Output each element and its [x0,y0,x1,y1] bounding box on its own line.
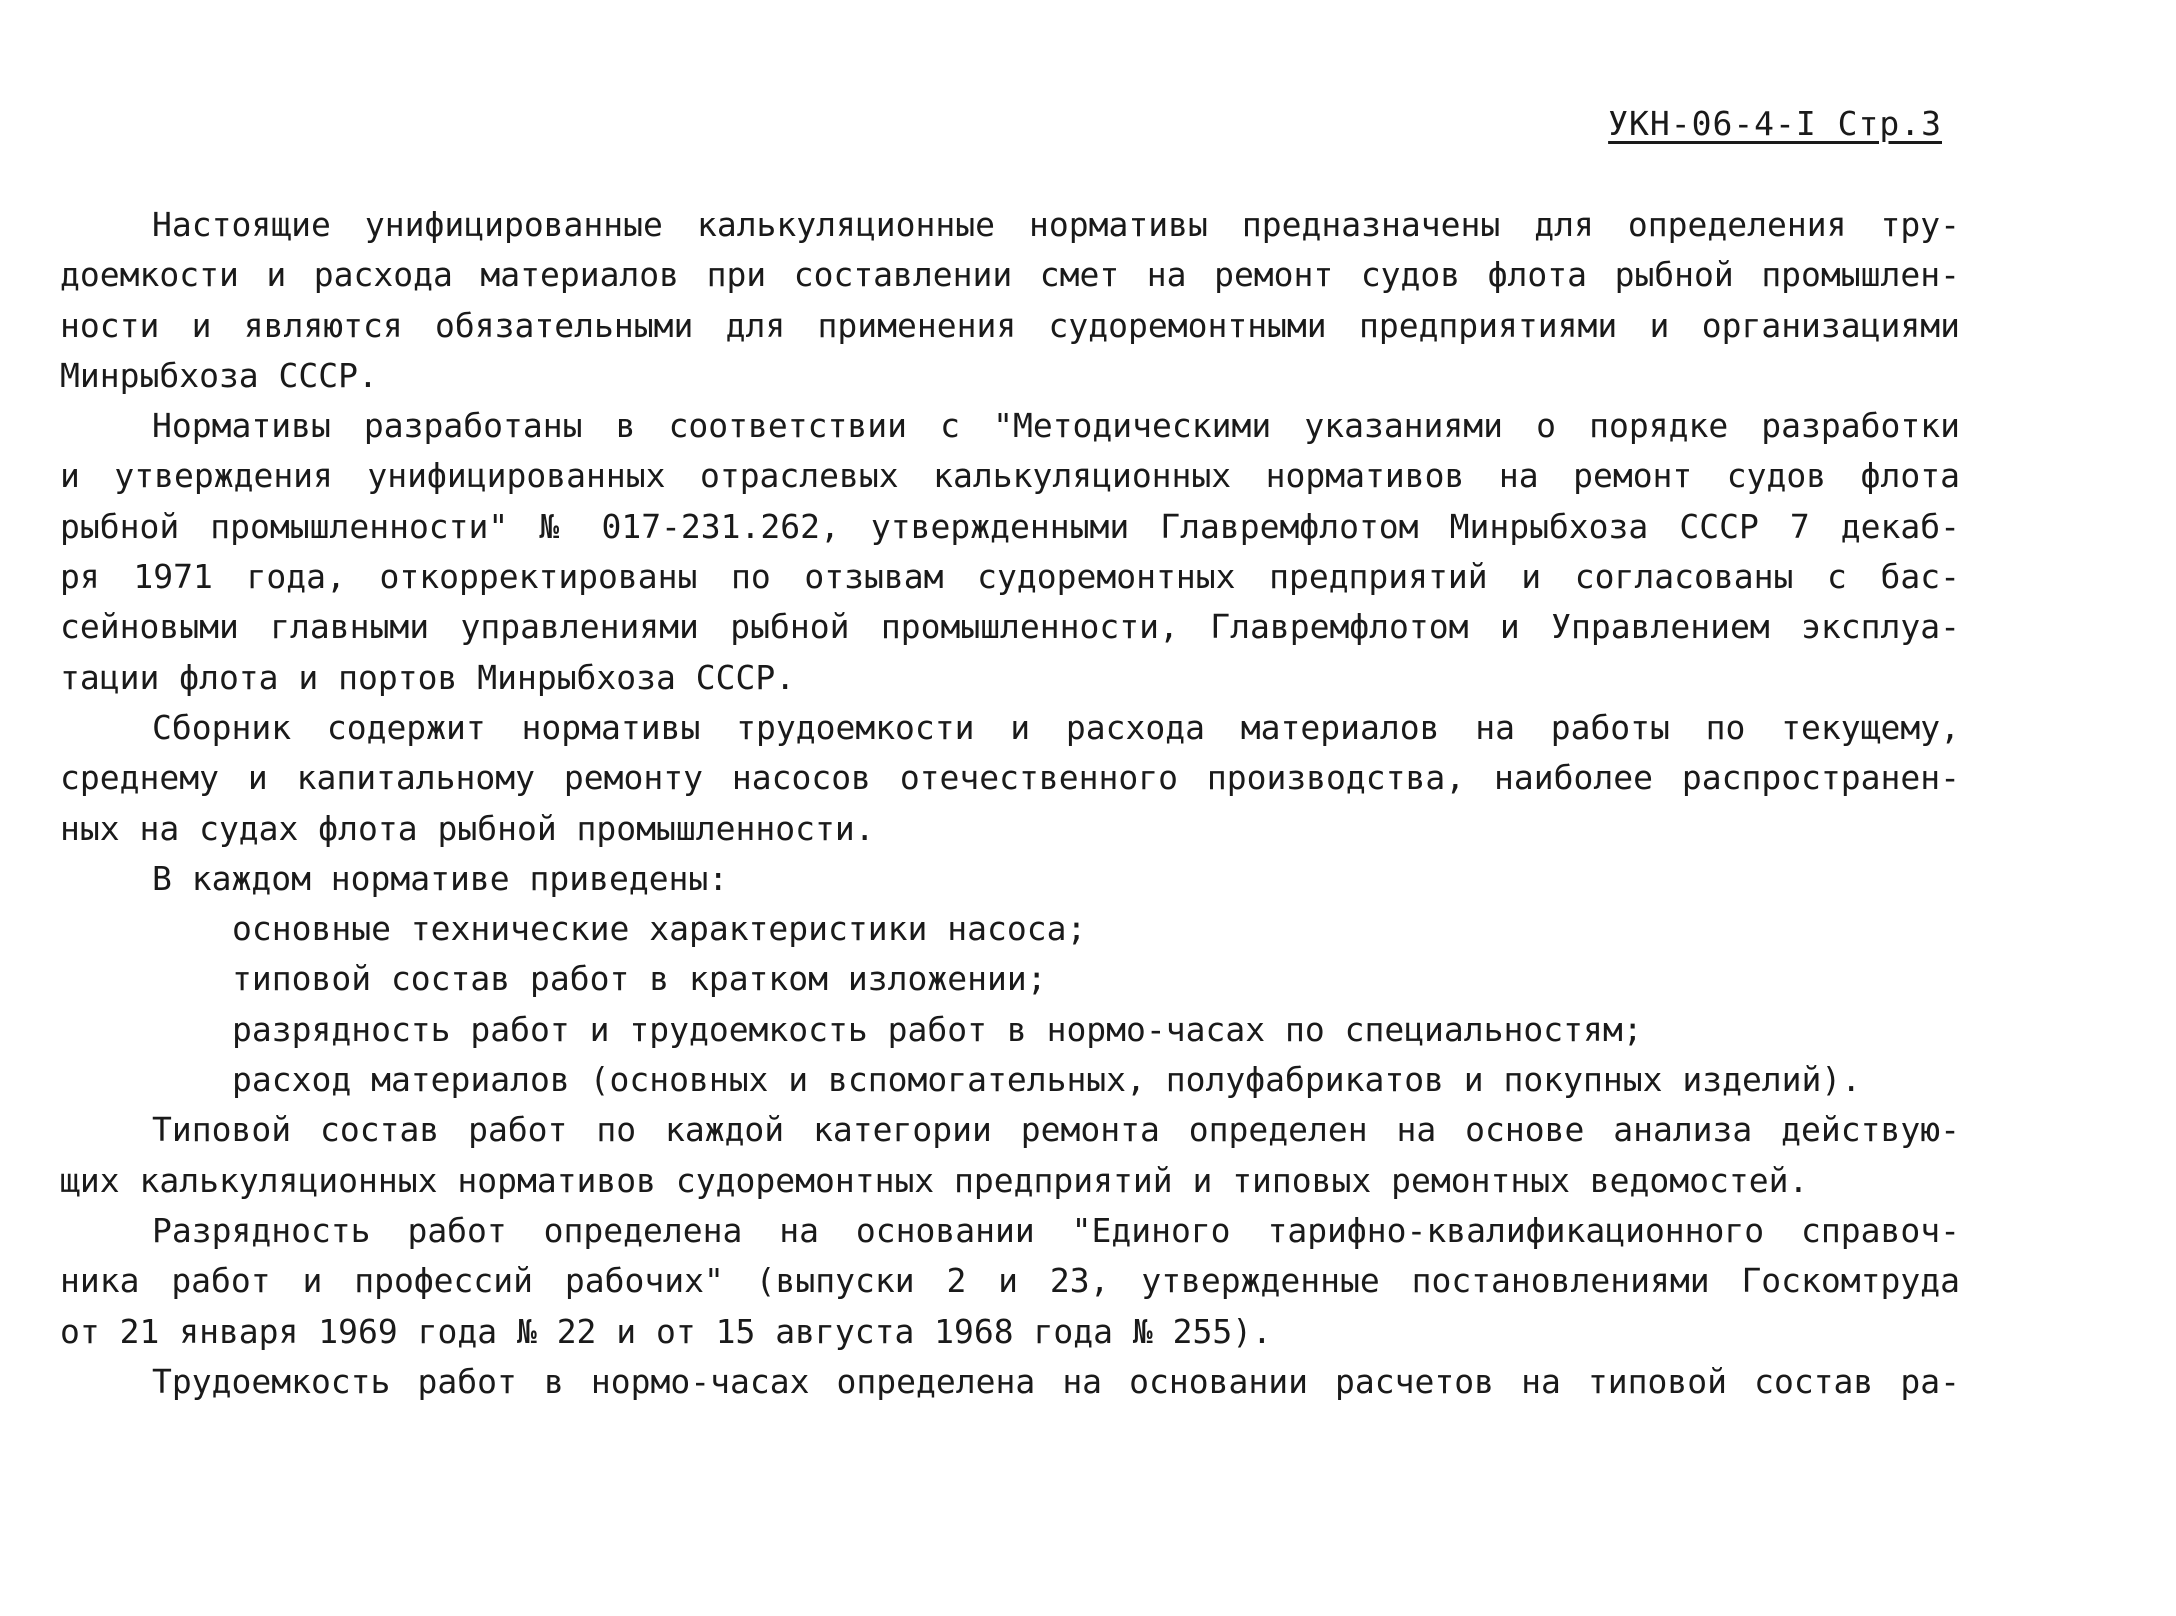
text-line: щих калькуляционных нормативов судоремонтных предприятий и типовых ремонтных ведомостей. [60,1160,1809,1200]
text-line: Минрыбхоза СССР. [60,355,378,395]
text-line: доемкости и расхода материалов при составлении смет на ремонт судов флота рыбной промышлен- [60,255,1960,295]
text-line: Настоящие унифицированные калькуляционные нормативы предназначены для определения тру- [152,205,1960,244]
text-line: ника работ и профессий рабочих" (выпуски 2 и 23, утвержденные постановлениями Госкомтруда [60,1261,1960,1301]
text-line: рыбной промышленности" № 017-231.262, утвержденными Главремфлотом Минрыбхоза СССР 7 декаб- [60,506,1960,546]
text-line: ности и являются обязательными для применения судоремонтными предприятиями и организациями [60,305,1960,345]
document-body [60,200,1960,1407]
text-line: от 21 января 1969 года № 22 и от 15 августа 1968 года № 255). [60,1311,1272,1351]
list-item: разрядность работ и трудоемкость работ в нормо-часах по специальностям; [232,1009,1643,1049]
text-line: Типовой состав работ по каждой категории ремонта определен на основе анализа действую- [152,1110,1960,1150]
text-line: В каждом нормативе приведены: [152,858,729,898]
list-item: типовой состав работ в кратком изложении; [232,959,1047,999]
text-line: ных на судах флота рыбной промышленности. [60,808,875,848]
text-line: сейновыми главными управлениями рыбной промышленности, Главремфлотом и Управлением эксплуа- [60,607,1960,647]
text-line: тации флота и портов Минрыбхоза СССР. [60,657,796,697]
text-line: и утверждения унифицированных отраслевых калькуляционных нормативов на ремонт судов флота [60,456,1960,496]
text-line: среднему и капитальному ремонту насосов отечественного производства, наиболее распространен- [60,758,1960,798]
list-item: основные технические характеристики насоса; [232,909,1087,949]
text-line: Разрядность работ определена на основании "Единого тарифно-квалификационного справоч- [152,1210,1960,1250]
text-line: Трудоемкость работ в нормо-часах определена на основании расчетов на типовой состав ра- [152,1361,1960,1401]
text-line: Сборник содержит нормативы трудоемкости и расхода материалов на работы по текущему, [152,707,1960,747]
list-item: расход материалов (основных и вспомогательных, полуфабрикатов и покупных изделий). [232,1060,1862,1100]
text-line: ря 1971 года, откорректированы по отзывам судоремонтных предприятий и согласованы с бас- [60,557,1960,597]
text-line: Нормативы разработаны в соответствии с "Методическими указаниями о порядке разработки [152,406,1960,446]
page-reference: УКН-06-4-I Стр.3 [1608,104,1942,143]
